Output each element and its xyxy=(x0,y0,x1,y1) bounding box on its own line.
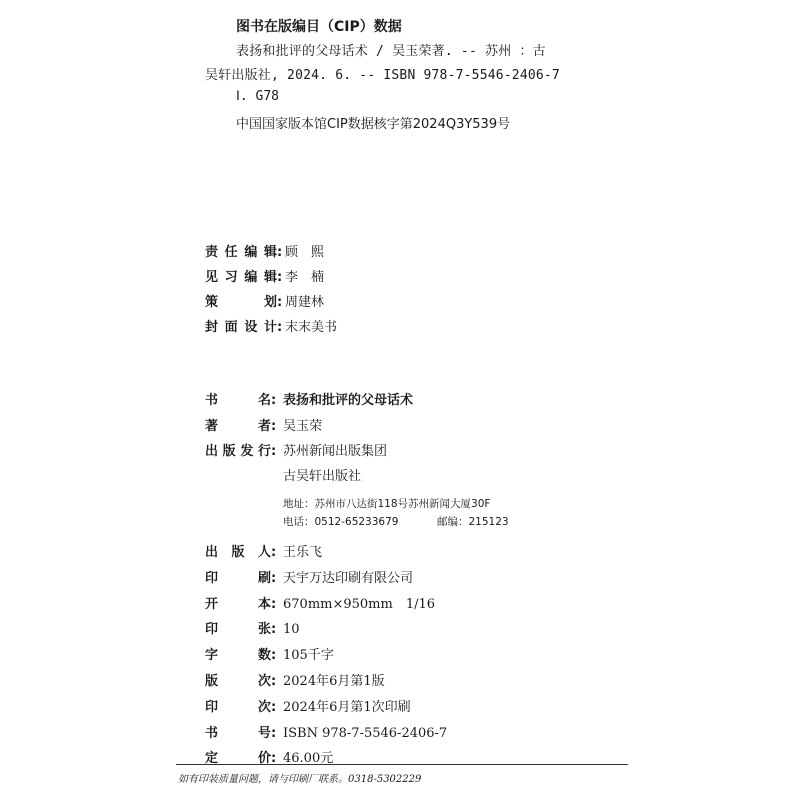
label-colon: : xyxy=(271,699,277,715)
footer-note: 如有印装质量问题，请与印刷厂联系。0318-5302229 xyxy=(178,774,422,785)
label-colon: : xyxy=(271,725,277,741)
editor-label: 见习编辑 xyxy=(205,270,277,285)
cip-line-3: Ⅰ. G78 xyxy=(236,89,279,104)
label-colon: : xyxy=(271,751,277,767)
editor-value: 李 楠 xyxy=(285,270,325,285)
footer-divider xyxy=(176,764,628,765)
cip-line-4: 中国国家版本馆CIP数据核字第2024Q3Y539号 xyxy=(236,117,511,132)
detail-value: 670mm×950mm 1/16 xyxy=(283,596,436,612)
detail-value: 2024年6月第1次印刷 xyxy=(283,699,411,715)
detail-label: 印刷 xyxy=(205,570,271,586)
label-colon: : xyxy=(271,419,277,434)
detail-row-publisher xyxy=(205,441,387,463)
detail-value: 表扬和批评的父母话术 xyxy=(283,393,414,408)
detail-label: 版次 xyxy=(205,674,271,689)
cip-title: 图书在版编目（CIP）数据 xyxy=(236,19,402,35)
detail-row xyxy=(205,671,385,693)
label-colon: : xyxy=(271,570,277,586)
detail-value: 2024年6月第1版 xyxy=(283,674,385,689)
detail-row xyxy=(205,542,322,564)
label-colon: : xyxy=(271,444,277,459)
editor-row-cover-design xyxy=(205,318,337,338)
label-colon: : xyxy=(271,674,277,689)
detail-label: 开本 xyxy=(205,596,271,612)
detail-row-author xyxy=(205,416,322,438)
detail-value: ISBN 978-7-5546-2406-7 xyxy=(283,725,448,741)
detail-value: 105千字 xyxy=(283,648,334,664)
editor-label: 策划 xyxy=(205,295,277,310)
detail-row xyxy=(205,748,333,770)
editor-row-responsible xyxy=(205,243,324,263)
detail-label: 书号 xyxy=(205,725,271,741)
label-colon: : xyxy=(271,648,277,664)
editor-value: 周建林 xyxy=(285,295,325,310)
detail-value: 苏州新闻出版集团 xyxy=(283,444,388,459)
editor-value: 末末美书 xyxy=(285,320,338,335)
label-colon: : xyxy=(277,295,283,310)
detail-value: 10 xyxy=(283,622,300,638)
cip-line-1: 表扬和批评的父母话术 / 吴玉荣著. -- 苏州 ：古 xyxy=(236,44,546,59)
detail-value: 吴玉荣 xyxy=(283,419,323,434)
cip-line-2: 吴轩出版社, 2024. 6. -- ISBN 978-7-5546-2406-7 xyxy=(205,68,560,83)
detail-value: 46.00元 xyxy=(283,751,334,767)
detail-label: 书名 xyxy=(205,393,271,408)
detail-row xyxy=(205,723,447,745)
detail-value: 王乐飞 xyxy=(283,545,323,560)
detail-row xyxy=(205,568,413,590)
detail-label: 出版人 xyxy=(205,545,271,560)
detail-row xyxy=(205,645,334,667)
editor-row-planner xyxy=(205,293,324,313)
editor-value: 顾 熙 xyxy=(285,245,325,260)
detail-row-title xyxy=(205,390,413,412)
publisher-address: 地址：苏州市八达街118号苏州新闻大厦30F xyxy=(283,498,491,510)
label-colon: : xyxy=(271,393,277,408)
label-colon: : xyxy=(271,545,277,560)
detail-label: 印张 xyxy=(205,622,271,638)
detail-label: 著者 xyxy=(205,419,271,434)
label-colon: : xyxy=(277,320,283,335)
publisher-name: 古吴轩出版社 xyxy=(283,469,362,484)
editor-label: 责任编辑 xyxy=(205,245,277,260)
label-colon: : xyxy=(271,622,277,638)
editor-label: 封面设计 xyxy=(205,320,277,335)
detail-row xyxy=(205,619,300,641)
publisher-phone: 电话：0512-65233679 xyxy=(283,516,399,528)
label-colon: : xyxy=(271,596,277,612)
detail-label: 印次 xyxy=(205,699,271,715)
label-colon: : xyxy=(277,245,283,260)
detail-label: 字数 xyxy=(205,648,271,664)
detail-label: 定价 xyxy=(205,751,271,767)
publisher-postcode: 邮编：215123 xyxy=(437,516,509,528)
detail-row xyxy=(205,697,411,719)
detail-label: 出版发行 xyxy=(205,444,271,459)
label-colon: : xyxy=(277,270,283,285)
detail-row xyxy=(205,594,435,616)
editor-row-trainee xyxy=(205,268,324,288)
detail-value: 天宇万达印刷有限公司 xyxy=(283,570,414,586)
